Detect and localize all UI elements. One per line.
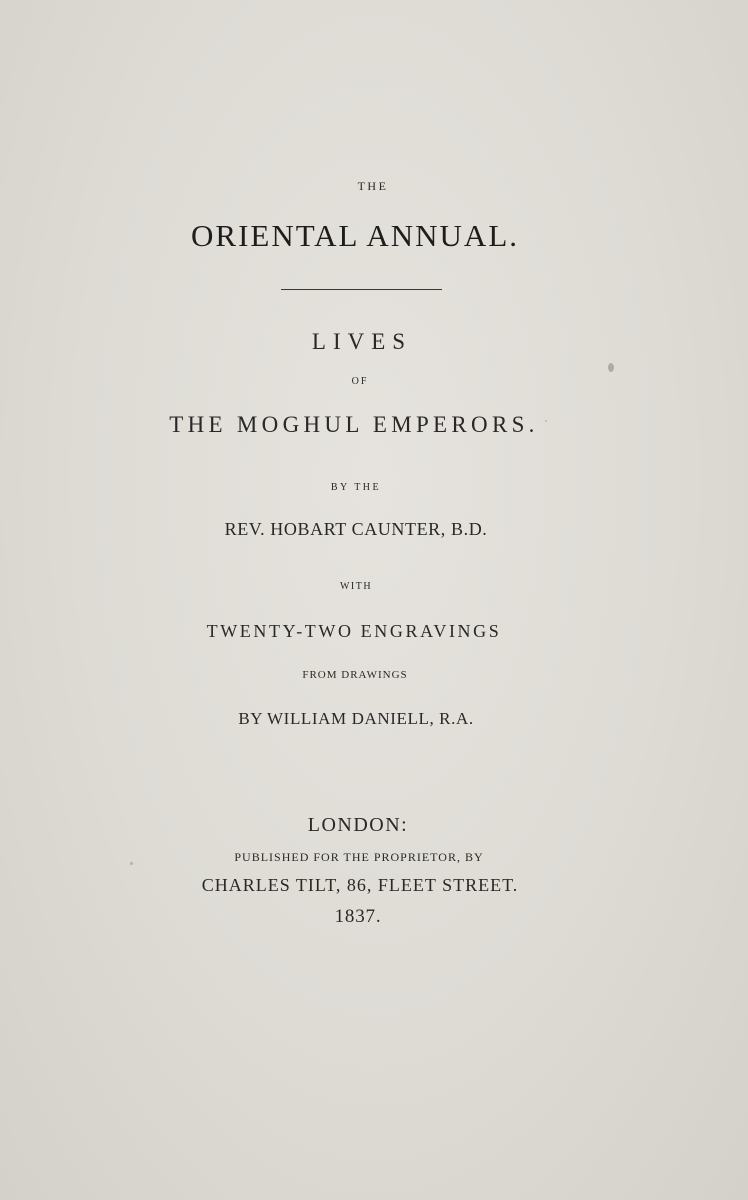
with-label: WITH xyxy=(339,581,373,592)
by-the-label: BY THE xyxy=(330,482,382,493)
paper-speck xyxy=(130,862,133,865)
engravings-line: TWENTY-TWO ENGRAVINGS xyxy=(206,621,502,641)
from-drawings-label: FROM DRAWINGS xyxy=(302,669,408,681)
title-divider xyxy=(281,289,442,290)
paper-speck xyxy=(608,363,614,372)
imprint-publisher: CHARLES TILT, 86, FLEET STREET. xyxy=(201,875,519,895)
imprint-year: 1837. xyxy=(334,906,382,927)
author-name: REV. HOBART CAUNTER, B.D. xyxy=(224,519,488,539)
artist-name: BY WILLIAM DANIELL, R.A. xyxy=(238,709,474,728)
annual-title: ORIENTAL ANNUAL. xyxy=(191,218,519,253)
paper-speck xyxy=(545,420,547,422)
of-label: OF xyxy=(351,376,369,387)
subject-title: THE MOGHUL EMPERORS. xyxy=(169,412,539,437)
imprint-city: LONDON: xyxy=(307,814,409,836)
the-label: THE xyxy=(357,179,389,193)
lives-heading: LIVES xyxy=(311,329,413,354)
imprint-published-for: PUBLISHED FOR THE PROPRIETOR, BY xyxy=(234,850,484,864)
